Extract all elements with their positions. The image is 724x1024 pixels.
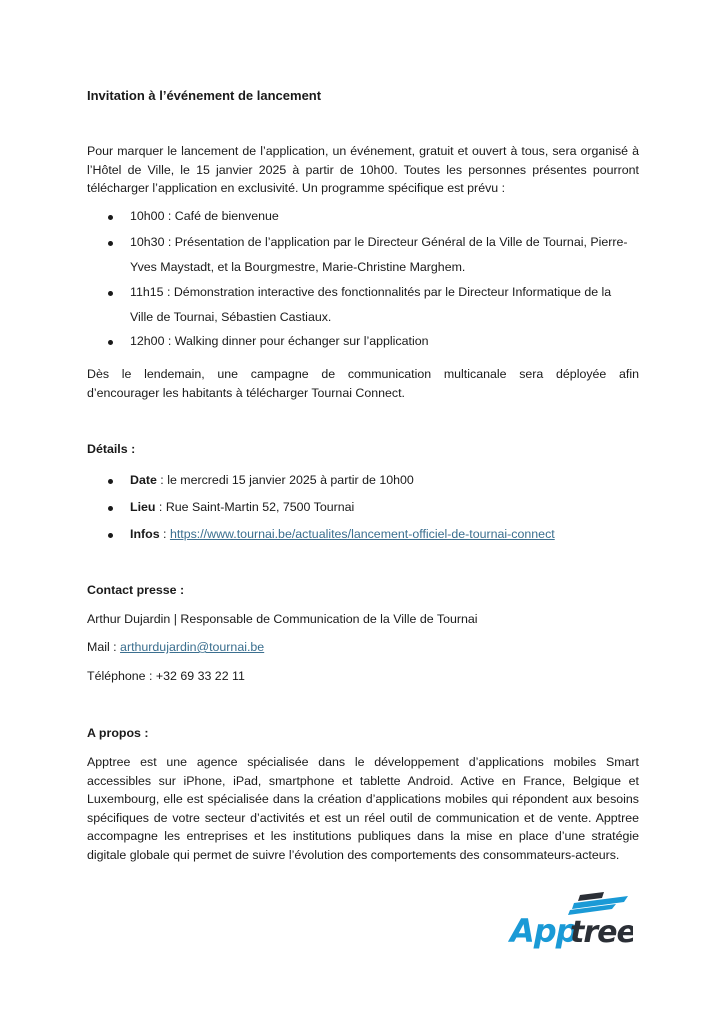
bullet-icon <box>108 291 113 296</box>
bullet-icon <box>108 215 113 220</box>
bullet-icon <box>108 241 113 246</box>
detail-label: Lieu <box>130 500 156 514</box>
mail-link[interactable]: arthurdujardin@tournai.be <box>120 640 265 654</box>
contact-mail-line <box>87 640 264 654</box>
bullet-icon <box>108 340 113 345</box>
svg-text:tree: tree <box>570 915 633 950</box>
mail-label: Mail : <box>87 640 121 654</box>
detail-sep: : <box>156 473 168 487</box>
details-heading: Détails : <box>87 442 136 456</box>
about-heading: A propos : <box>87 726 149 740</box>
detail-value: Rue Saint-Martin 52, 7500 Tournai <box>165 500 355 514</box>
contact-heading: Contact presse : <box>87 583 185 597</box>
followup-line-1: Dès le lendemain, une campagne de communication multicanale sera déployée afin <box>87 367 639 381</box>
bullet-icon <box>108 533 113 538</box>
bullet-icon <box>108 506 113 511</box>
detail-label: Date <box>130 473 157 487</box>
apptree-logo-mark-icon <box>508 888 633 954</box>
contact-phone-line: Téléphone : +32 69 33 22 11 <box>87 669 245 683</box>
program-line: 11h15 : Démonstration interactive des fonctionnalités par le Directeur Informatique de la <box>130 285 612 299</box>
detail-value: le mercredi 15 janvier 2025 à partir de 10h00 <box>167 473 414 487</box>
document-title: Invitation à l’événement de lancement <box>87 88 322 103</box>
bullet-icon <box>108 479 113 484</box>
followup-line-2: d’encourager les habitants à télécharger Tournai Connect. <box>87 386 405 400</box>
contact-name-line: Arthur Dujardin | Responsable de Communication de la Ville de Tournai <box>87 612 478 626</box>
program-line: 10h00 : Café de bienvenue <box>130 209 279 223</box>
detail-sep: : <box>155 500 166 514</box>
program-line: 10h30 : Présentation de l’application par le Directeur Général de la Ville de Tournai, Pierre- <box>130 235 628 249</box>
program-line: Ville de Tournai, Sébastien Castiaux. <box>130 310 332 324</box>
detail-label: Infos <box>130 527 160 541</box>
program-line: Yves Maystadt, et la Bourgmestre, Marie-Christine Marghem. <box>130 260 466 274</box>
program-line: 12h00 : Walking dinner pour échanger sur l’application <box>130 334 429 348</box>
infos-link[interactable]: https://www.tournai.be/actualites/lancement-officiel-de-tournai-connect <box>169 527 555 541</box>
about-paragraph: Apptree est une agence spécialisée dans le développement d’applications mobiles Smart accessibles sur iPhone, iPad, smartphone et tablette Android. Active en France, Belgique et Luxembourg, elle est spécialisée dans la création d’applications mobiles qui répondent aux besoins spécifiques de votre secteur d’activités et est un réel outil de communication et de vente. Apptree accompagne les entreprises et les institutions publiques dans la mise en place d’une stratégie digitale globale qui permet de suivre l’évolution des comportements des consommateurs-acteurs. <box>87 755 639 862</box>
detail-sep: : <box>159 527 170 541</box>
apptree-logo <box>508 888 633 954</box>
intro-paragraph: Pour marquer le lancement de l’application, un événement, gratuit et ouvert à tous, sera organisé à l’Hôtel de Ville, le 15 janvier 2025 à partir de 10h00. Toutes les personnes présentes pourront télécharger l’application en exclusivité. Un programme spécifique est prévu : <box>87 144 639 196</box>
svg-text:App: App <box>510 912 578 950</box>
